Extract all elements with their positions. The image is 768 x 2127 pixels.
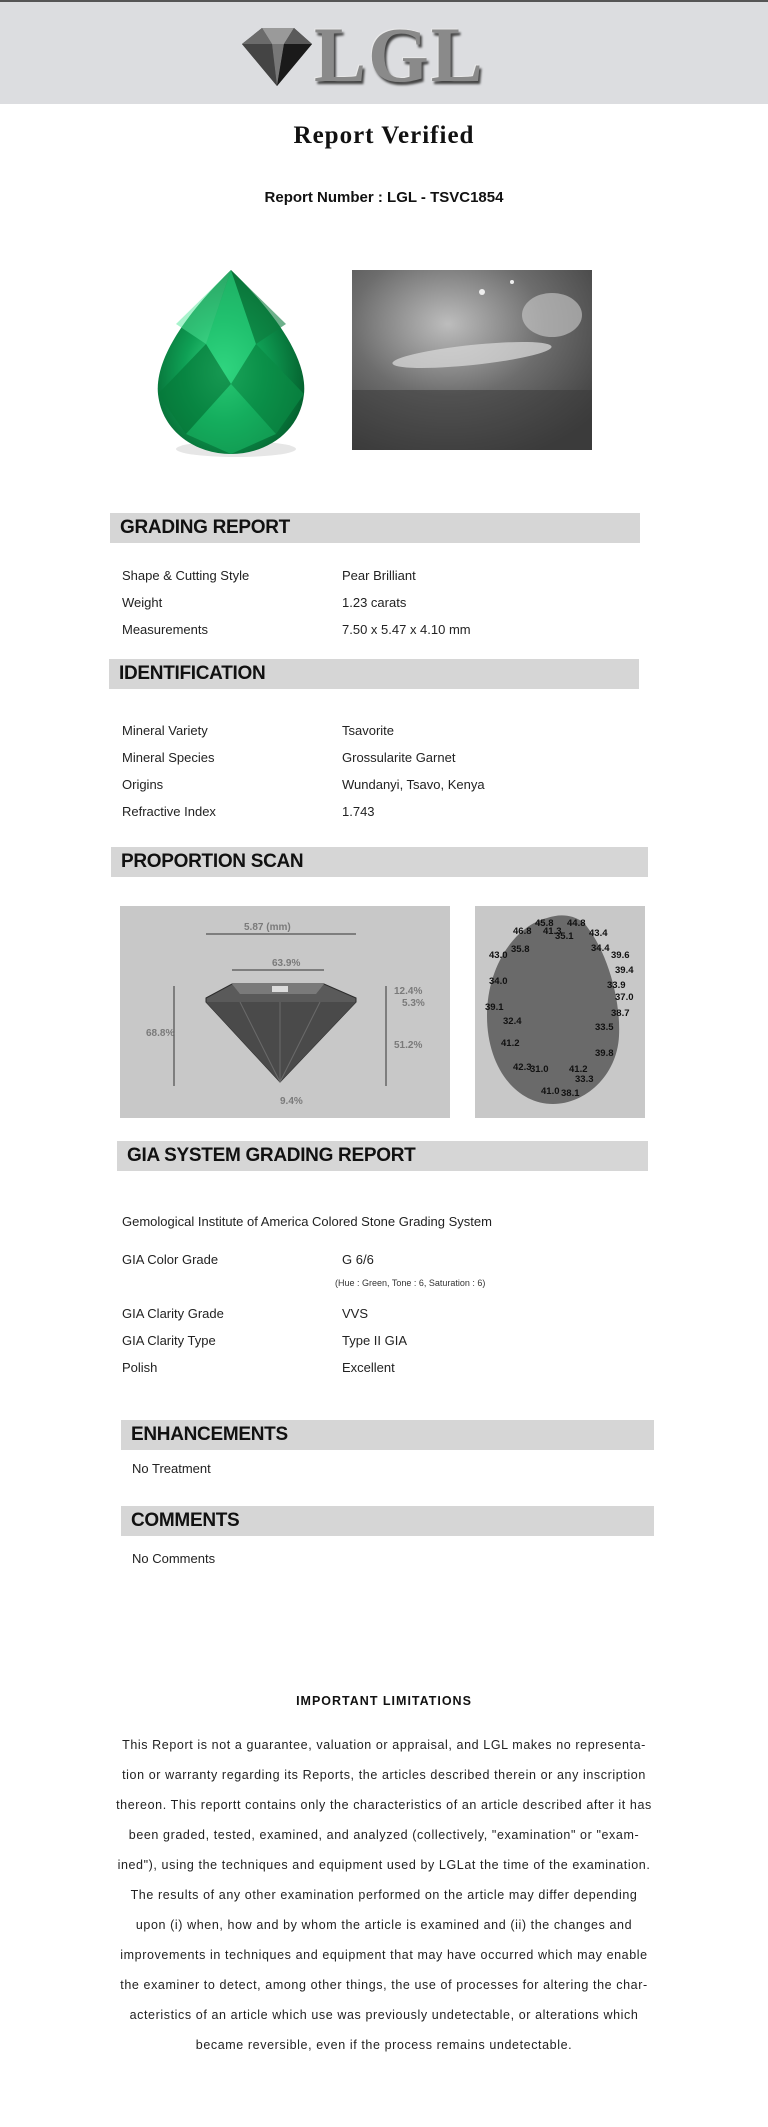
top-value: 39.6 bbox=[611, 950, 630, 961]
enhancements-text: No Treatment bbox=[132, 1461, 211, 1476]
top-value: 44.8 bbox=[567, 918, 586, 929]
top-value: 38.1 bbox=[561, 1088, 580, 1099]
top-value: 42.3 bbox=[513, 1062, 532, 1073]
top-value: 39.8 bbox=[595, 1048, 614, 1059]
width-mm-label: 5.87 (mm) bbox=[244, 922, 291, 933]
gia-system-text: Gemological Institute of America Colored Stone Grading System bbox=[122, 1214, 492, 1229]
gia-clarity-grade-value: VVS bbox=[342, 1306, 369, 1321]
proportion-scan-header: PROPORTION SCAN bbox=[111, 847, 648, 877]
gia-polish-value: Excellent bbox=[342, 1360, 395, 1375]
top-value: 32.4 bbox=[503, 1016, 522, 1027]
comments-text: No Comments bbox=[132, 1551, 216, 1566]
gia-color-note: (Hue : Green, Tone : 6, Saturation : 6) bbox=[335, 1278, 486, 1288]
limitations-line: tion or warranty regarding its Reports, the articles described therein or any inscription bbox=[122, 1768, 646, 1782]
top-value: 39.4 bbox=[615, 965, 634, 976]
proportion-side-view bbox=[120, 906, 450, 1118]
grading-label-shape: Shape & Cutting Style bbox=[122, 568, 250, 583]
proportion-top-view bbox=[475, 906, 645, 1118]
top-value: 41.3 bbox=[543, 926, 562, 937]
top-value: 45.8 bbox=[535, 918, 554, 929]
ident-label-origins: Origins bbox=[122, 777, 164, 792]
limitations-line: acteristics of an article which use was previously undetectable, or alterations which bbox=[129, 2008, 639, 2022]
table-pct-label: 63.9% bbox=[272, 958, 301, 969]
limitations-line: ined"), using the techniques and equipment used by LGLat the time of the examination. bbox=[117, 1858, 651, 1872]
gem-photo bbox=[136, 264, 326, 464]
gia-clarity-type-label: GIA Clarity Type bbox=[122, 1333, 216, 1348]
page-header bbox=[0, 2, 768, 104]
ident-label-variety: Mineral Variety bbox=[122, 723, 208, 738]
gia-color-label: GIA Color Grade bbox=[122, 1252, 219, 1267]
grading-report-header: GRADING REPORT bbox=[110, 513, 640, 543]
top-value: 34.0 bbox=[489, 976, 508, 987]
gia-clarity-type-value: Type II GIA bbox=[342, 1333, 408, 1348]
top-value: 43.0 bbox=[489, 950, 508, 961]
top-value: 41.2 bbox=[569, 1064, 588, 1075]
report-number: Report Number : LGL - TSVC1854 bbox=[264, 189, 504, 206]
gia-clarity-grade-label: GIA Clarity Grade bbox=[122, 1306, 224, 1321]
ident-value-variety: Tsavorite bbox=[342, 723, 395, 738]
ident-value-ri: 1.743 bbox=[342, 804, 375, 819]
comments-header: COMMENTS bbox=[121, 1506, 654, 1536]
grading-value-weight: 1.23 carats bbox=[342, 595, 407, 610]
logo-text: LGL bbox=[314, 11, 485, 98]
page-title: Report Verified bbox=[293, 122, 475, 149]
limitations-line: This Report is not a guarantee, valuation or appraisal, and LGL makes no representa- bbox=[122, 1738, 646, 1752]
top-value: 35.1 bbox=[555, 931, 574, 942]
top-value: 38.7 bbox=[611, 1008, 630, 1019]
enhancements-header: ENHANCEMENTS bbox=[121, 1420, 654, 1450]
culet-pct-label: 9.4% bbox=[280, 1096, 303, 1107]
limitations-line: improvements in techniques and equipment that may have occurred which may enable bbox=[120, 1948, 648, 1962]
limitations-line: the examiner to detect, among other things, the use of processes for altering the char- bbox=[120, 1978, 648, 1992]
top-value: 41.2 bbox=[501, 1038, 520, 1049]
top-value: 35.8 bbox=[511, 944, 530, 955]
grading-value-shape: Pear Brilliant bbox=[342, 568, 416, 583]
top-value: 43.4 bbox=[589, 928, 608, 939]
identification-header: IDENTIFICATION bbox=[109, 659, 639, 689]
gia-color-value: G 6/6 bbox=[342, 1252, 374, 1267]
gia-polish-label: Polish bbox=[122, 1360, 158, 1375]
top-value: 33.3 bbox=[575, 1074, 594, 1085]
ident-value-species: Grossularite Garnet bbox=[342, 750, 456, 765]
grading-label-weight: Weight bbox=[122, 595, 163, 610]
limitations-line: thereon. This reportt contains only the characteristics of an article described after it has bbox=[116, 1798, 652, 1812]
limitations-line: upon (i) when, how and by whom the article is examined and (ii) the changes and bbox=[135, 1918, 633, 1932]
limitations-line: The results of any other examination performed on the article may differ depending bbox=[130, 1888, 638, 1902]
pavilion-pct-label: 51.2% bbox=[394, 1040, 423, 1051]
top-value: 46.8 bbox=[513, 926, 532, 937]
top-value: 41.0 bbox=[541, 1086, 560, 1097]
lgl-logo[interactable] bbox=[232, 11, 492, 98]
ident-label-ri: Refractive Index bbox=[122, 804, 216, 819]
ident-value-origins: Wundanyi, Tsavo, Kenya bbox=[342, 777, 485, 792]
diamond-icon bbox=[232, 22, 322, 92]
grading-label-measurements: Measurements bbox=[122, 622, 208, 637]
limitations-line: been graded, tested, examined, and analyzed (collectively, "examination" or "exam- bbox=[128, 1828, 640, 1842]
top-value: 39.1 bbox=[485, 1002, 504, 1013]
top-value: 37.0 bbox=[615, 992, 634, 1003]
top-value: 33.9 bbox=[607, 980, 626, 991]
ident-label-species: Mineral Species bbox=[122, 750, 215, 765]
top-value: 33.5 bbox=[595, 1022, 614, 1033]
top-value: 34.4 bbox=[591, 943, 610, 954]
girdle-pct-label: 5.3% bbox=[402, 998, 425, 1009]
limitations-line: became reversible, even if the process remains undetectable. bbox=[195, 2038, 573, 2052]
crown-pct-label: 12.4% bbox=[394, 986, 423, 997]
gia-report-header: GIA SYSTEM GRADING REPORT bbox=[117, 1141, 648, 1171]
top-value: 31.0 bbox=[530, 1064, 549, 1075]
inclusion-photo bbox=[352, 270, 592, 450]
limitations-title: IMPORTANT LIMITATIONS bbox=[296, 1694, 472, 1708]
depth-pct-label: 68.8% bbox=[146, 1028, 175, 1039]
grading-value-measurements: 7.50 x 5.47 x 4.10 mm bbox=[342, 622, 471, 637]
